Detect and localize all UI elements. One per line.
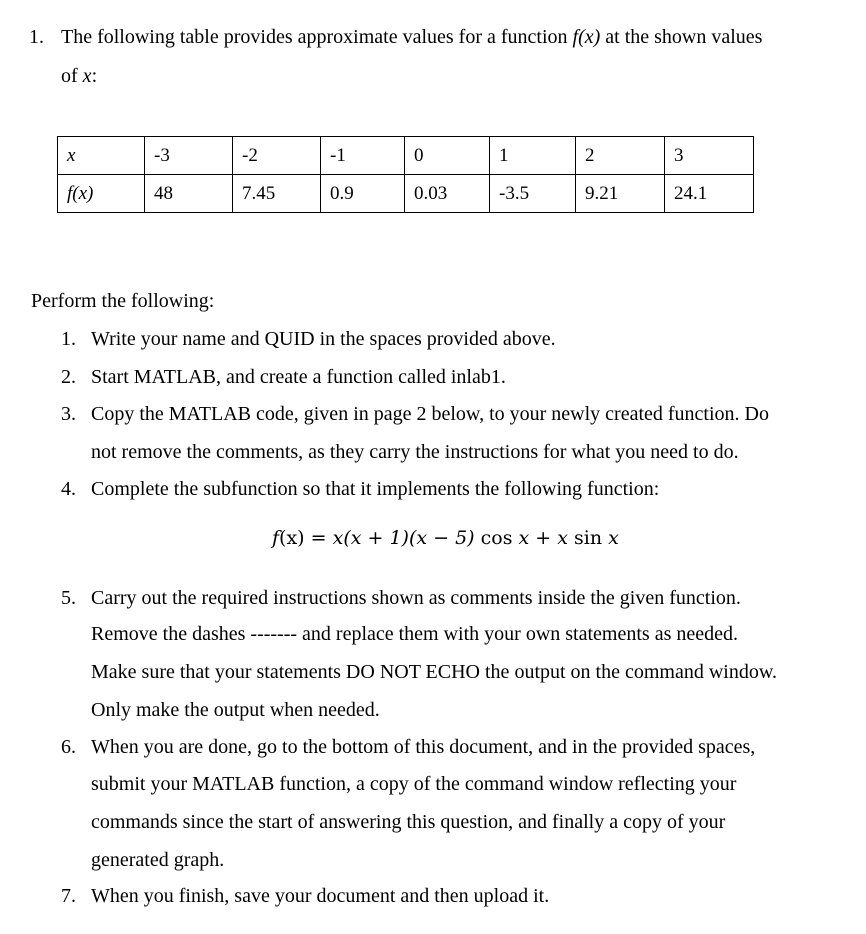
question-line-1 xyxy=(61,26,762,49)
perform-heading: Perform the following: xyxy=(31,290,215,312)
table-cell: 7.45 xyxy=(233,175,321,213)
formula-arg: (x) xyxy=(279,527,305,549)
formula-x: x xyxy=(608,527,619,549)
function-fx: f(x) xyxy=(572,26,601,48)
question-text-pre: The following table provides approximate values for a function xyxy=(61,26,568,48)
list-item-number: 6. xyxy=(61,736,76,758)
table-cell: 0.03 xyxy=(405,175,490,213)
list-item-line: Start MATLAB, and create a function called inlab1. xyxy=(91,366,506,388)
list-item-line: When you finish, save your document and then upload it. xyxy=(91,885,550,907)
list-item-line: generated graph. xyxy=(91,849,225,871)
table-cell: 2 xyxy=(576,137,665,175)
list-item-number: 4. xyxy=(61,478,76,500)
list-item-number: 1. xyxy=(61,328,76,350)
list-item-line: Carry out the required instructions shown as comments inside the given function. xyxy=(91,587,741,609)
row-header-fx: f(x) xyxy=(58,175,145,213)
question-line-2 xyxy=(61,65,97,88)
list-item-line: commands since the start of answering this question, and finally a copy of your xyxy=(91,811,726,833)
formula-x: x xyxy=(557,527,568,549)
table-cell: 48 xyxy=(145,175,233,213)
table-cell: -2 xyxy=(233,137,321,175)
formula-x: x xyxy=(518,527,530,549)
list-item-line: Complete the subfunction so that it implements the following function: xyxy=(91,478,660,500)
table-cell: 9.21 xyxy=(576,175,665,213)
list-item-line: Remove the dashes ------- and replace them with your own statements as needed. xyxy=(91,623,738,645)
list-item-line: not remove the comments, as they carry the instructions for what you need to do. xyxy=(91,441,739,463)
values-table xyxy=(57,136,754,213)
list-item-line: Write your name and QUID in the spaces provided above. xyxy=(91,328,556,350)
table-row-x xyxy=(58,137,754,175)
question-number: 1. xyxy=(29,26,44,48)
list-item-number: 2. xyxy=(61,366,76,388)
variable-x: x xyxy=(82,65,92,87)
list-item-number: 5. xyxy=(61,587,76,609)
list-item-line: Copy the MATLAB code, given in page 2 below, to your newly created function. Do xyxy=(91,403,769,425)
formula-cos: cos xyxy=(480,527,513,549)
formula-plus: + xyxy=(535,527,552,549)
table-cell: 0 xyxy=(405,137,490,175)
formula-rhs: x(x + 1)(x − 5) xyxy=(332,527,475,549)
list-item-number: 3. xyxy=(61,403,76,425)
table-row-fx xyxy=(58,175,754,213)
table-cell: -3 xyxy=(145,137,233,175)
list-item-line: submit your MATLAB function, a copy of the command window reflecting your xyxy=(91,773,737,795)
row-header-x: x xyxy=(58,137,145,175)
formula-eq: = xyxy=(310,527,327,549)
list-item-line: When you are done, go to the bottom of this document, and in the provided spaces, xyxy=(91,736,756,758)
formula xyxy=(272,527,619,549)
question-line2-pre: of xyxy=(61,65,78,87)
table-cell: 3 xyxy=(665,137,754,175)
list-item-line: Make sure that your statements DO NOT ECHO the output on the command window. xyxy=(91,661,777,683)
question-text-post: at the shown values xyxy=(605,26,763,48)
question-line2-post: : xyxy=(91,65,98,87)
table-cell: -1 xyxy=(321,137,405,175)
table-cell: 1 xyxy=(490,137,576,175)
formula-sin: sin xyxy=(574,527,603,549)
table-cell: -3.5 xyxy=(490,175,576,213)
table-cell: 24.1 xyxy=(665,175,754,213)
list-item-line: Only make the output when needed. xyxy=(91,699,380,721)
table-cell: 0.9 xyxy=(321,175,405,213)
list-item-number: 7. xyxy=(61,885,76,907)
formula-f: f xyxy=(272,527,280,549)
